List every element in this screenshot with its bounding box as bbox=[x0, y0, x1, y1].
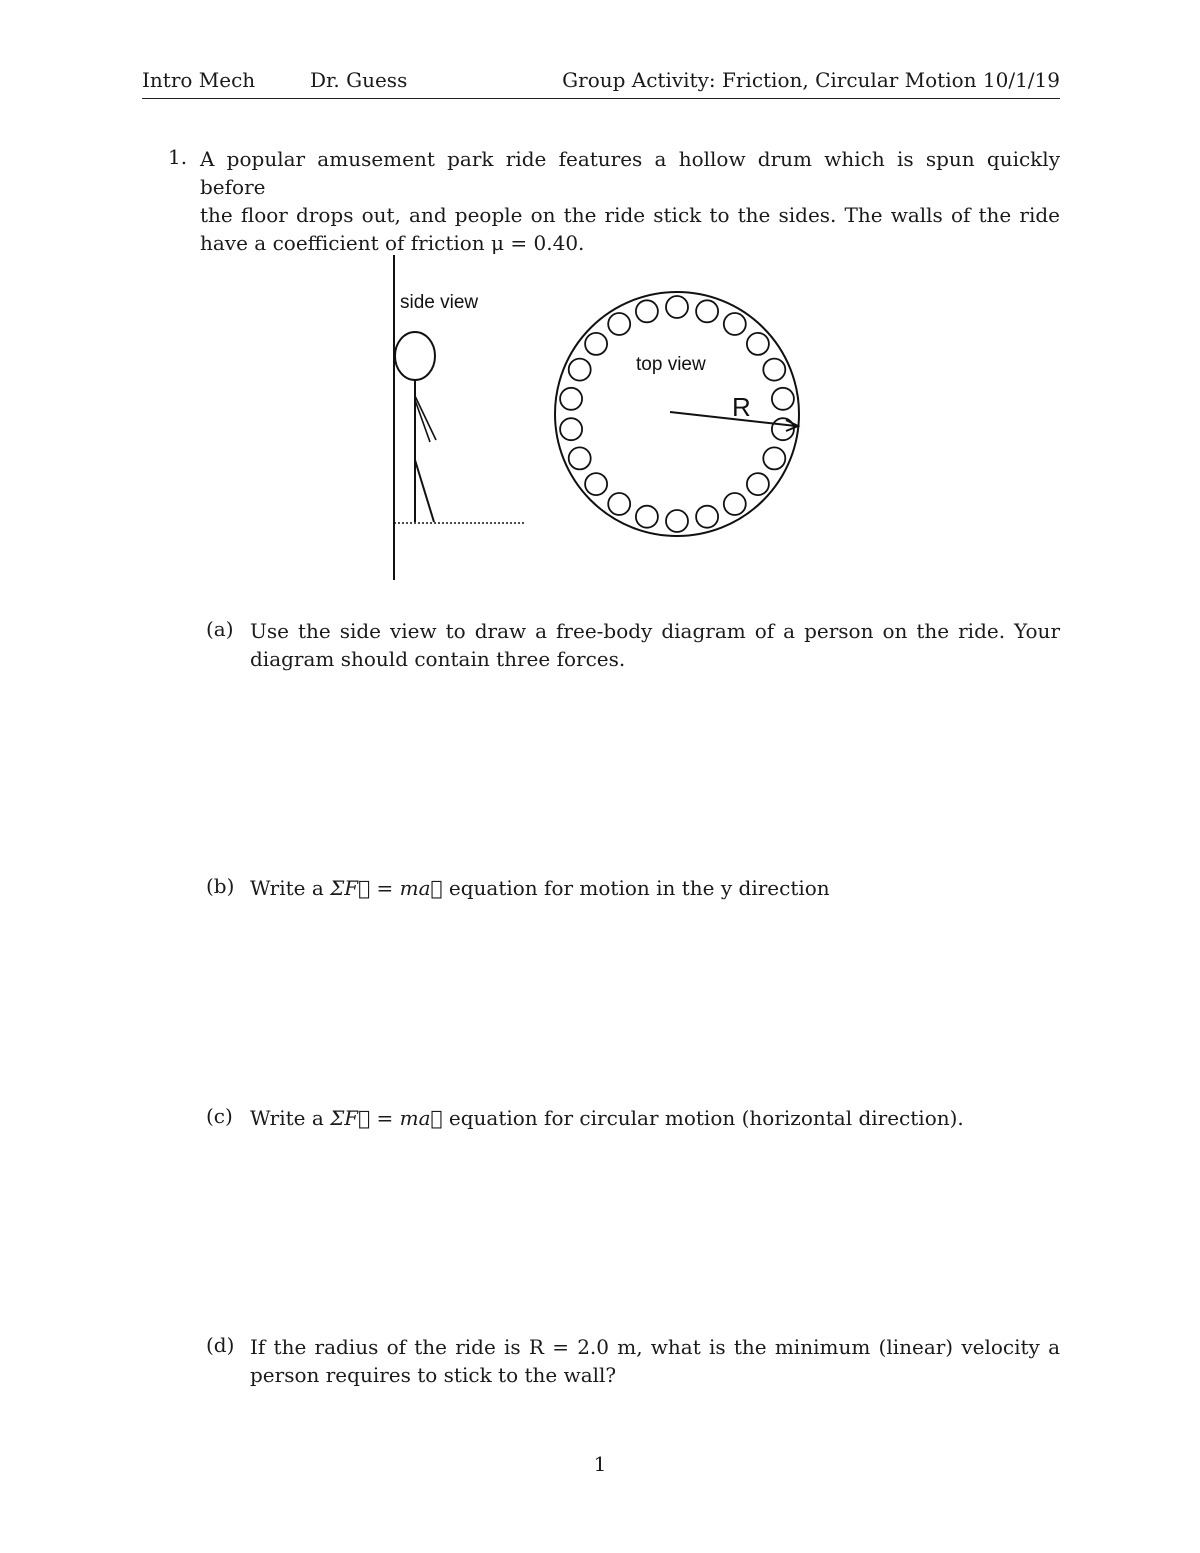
rider-circle bbox=[585, 473, 607, 495]
rider-circle bbox=[608, 313, 630, 335]
rider-circle bbox=[696, 300, 718, 322]
radius-label: R bbox=[732, 392, 751, 422]
part-line: Use the side view to draw a free-body diagram of a person on the ride. Your bbox=[250, 619, 1060, 643]
side-view-label: side view bbox=[400, 292, 479, 313]
rider-circle bbox=[608, 493, 630, 515]
part-line: diagram should contain three forces. bbox=[250, 647, 626, 671]
part-a-label: (a) bbox=[206, 617, 234, 641]
rider-circle bbox=[724, 493, 746, 515]
page-header bbox=[142, 68, 1060, 99]
part-c-post: equation for circular motion (horizontal direction). bbox=[442, 1106, 964, 1130]
rider-circle bbox=[747, 473, 769, 495]
rider-circle bbox=[636, 506, 658, 528]
top-view-label: top view bbox=[636, 354, 706, 375]
rider-circle bbox=[560, 388, 582, 410]
person-arm bbox=[415, 396, 436, 440]
rider-circle bbox=[772, 388, 794, 410]
part-b-label: (b) bbox=[206, 874, 235, 898]
rider-circle bbox=[666, 296, 688, 318]
rider-circle bbox=[747, 333, 769, 355]
part-line: If the radius of the ride is R = 2.0 m, what is the minimum (linear) velocity a bbox=[250, 1335, 1060, 1359]
part-b-equation: ΣF⃗ = ma⃗ bbox=[330, 876, 443, 900]
page-number: 1 bbox=[593, 1452, 607, 1476]
problem-line: the floor drops out, and people on the ride stick to the sides. The walls of the ride bbox=[200, 203, 1060, 227]
rider-circle bbox=[763, 447, 785, 469]
activity-title: Group Activity: Friction, Circular Motion 10/1/19 bbox=[562, 68, 1060, 92]
instructor-name: Dr. Guess bbox=[310, 68, 408, 92]
rider-circle bbox=[696, 506, 718, 528]
part-c-text bbox=[250, 1104, 1060, 1132]
rider-circle bbox=[666, 510, 688, 532]
part-b-post: equation for motion in the y direction bbox=[442, 876, 830, 900]
problem-number: 1. bbox=[168, 145, 188, 169]
rider-circle bbox=[585, 333, 607, 355]
riders-ring bbox=[560, 296, 794, 532]
problem-line: have a coefficient of friction μ = 0.40. bbox=[200, 231, 585, 255]
course-name: Intro Mech bbox=[142, 68, 256, 92]
part-b-text bbox=[250, 874, 1060, 902]
problem-line: A popular amusement park ride features a hollow drum which is spun quickly before bbox=[200, 147, 1060, 199]
rider-circle bbox=[636, 300, 658, 322]
part-a-text bbox=[250, 617, 1060, 673]
part-d-text bbox=[250, 1333, 1060, 1389]
person-head bbox=[395, 332, 435, 380]
rider-circle bbox=[560, 418, 582, 440]
ride-figure bbox=[380, 250, 820, 590]
rider-circle bbox=[724, 313, 746, 335]
part-line: person requires to stick to the wall? bbox=[250, 1363, 617, 1387]
part-c-label: (c) bbox=[206, 1104, 233, 1128]
ride-diagram bbox=[380, 250, 820, 590]
rider-circle bbox=[569, 447, 591, 469]
person-leg bbox=[415, 460, 434, 522]
part-d-label: (d) bbox=[206, 1333, 235, 1357]
part-c-pre: Write a bbox=[250, 1106, 331, 1130]
part-b-pre: Write a bbox=[250, 876, 331, 900]
rider-circle bbox=[569, 359, 591, 381]
problem-statement bbox=[200, 145, 1060, 257]
rider-circle bbox=[763, 359, 785, 381]
part-c-equation: ΣF⃗ = ma⃗ bbox=[330, 1106, 443, 1130]
drum-outline bbox=[555, 292, 799, 536]
